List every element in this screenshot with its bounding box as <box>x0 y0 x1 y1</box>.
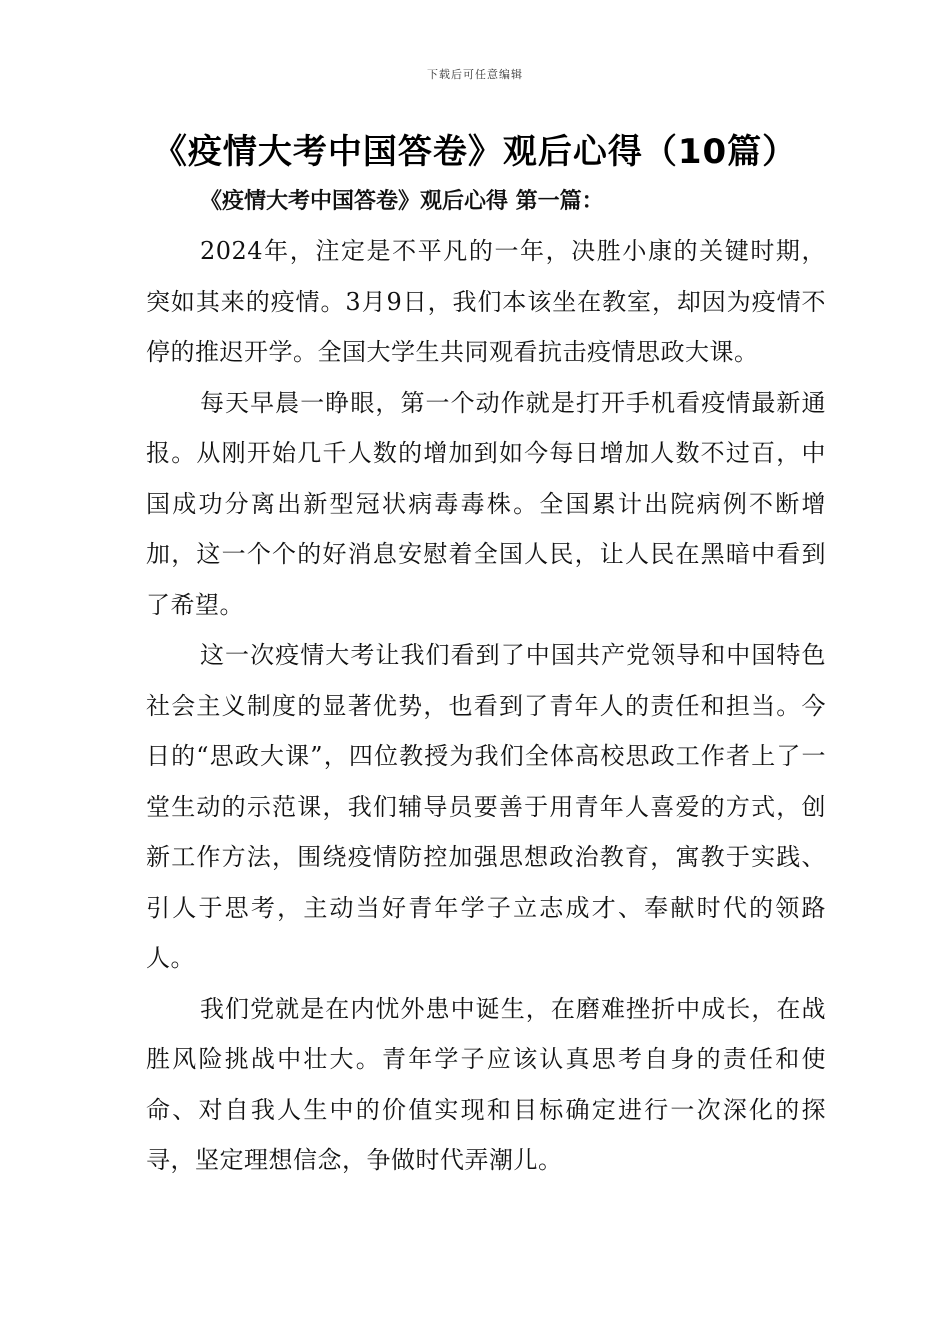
section-heading: 《疫情大考中国答卷》观后心得 第一篇： <box>200 188 604 214</box>
paragraph: 我们党就是在内忧外患中诞生，在磨难挫折中成长，在战胜风险挑战中壮大。青年学子应该认真思考自身的责任和使命、对自我人生中的价值实现和目标确定进行一次深化的探寻，坚定理想信念，争做时代弄潮儿。 <box>146 994 826 1174</box>
paragraph: 这一次疫情大考让我们看到了中国共产党领导和中国特色社会主义制度的显著优势，也看到了青年人的责任和担当。今日的“思政大课”，四位教授为我们全体高校思政工作者上了一堂生动的示范课，我们辅导员要善于用青年人喜爱的方式，创新工作方法，围绕疫情防控加强思想政治教育，寓教于实践、引人于思考，主动当好青年学子立志成才、奉献时代的领路人。 <box>146 641 826 972</box>
body-text <box>146 226 826 1186</box>
header-note: 下载后可任意编辑 <box>427 68 523 81</box>
document-title: 《疫情大考中国答卷》观后心得（10篇） <box>152 132 798 172</box>
paragraph: 2024年，注定是不平凡的一年，决胜小康的关键时期，突如其来的疫情。3月9日，我们本该坐在教室，却因为疫情不停的推迟开学。全国大学生共同观看抗击疫情思政大课。 <box>146 237 826 366</box>
paragraph: 每天早晨一睁眼，第一个动作就是打开手机看疫情最新通报。从刚开始几千人数的增加到如今每日增加人数不过百，中国成功分离出新型冠状病毒毒株。全国累计出院病例不断增加，这一个个的好消息安慰着全国人民，让人民在黑暗中看到了希望。 <box>146 388 826 619</box>
